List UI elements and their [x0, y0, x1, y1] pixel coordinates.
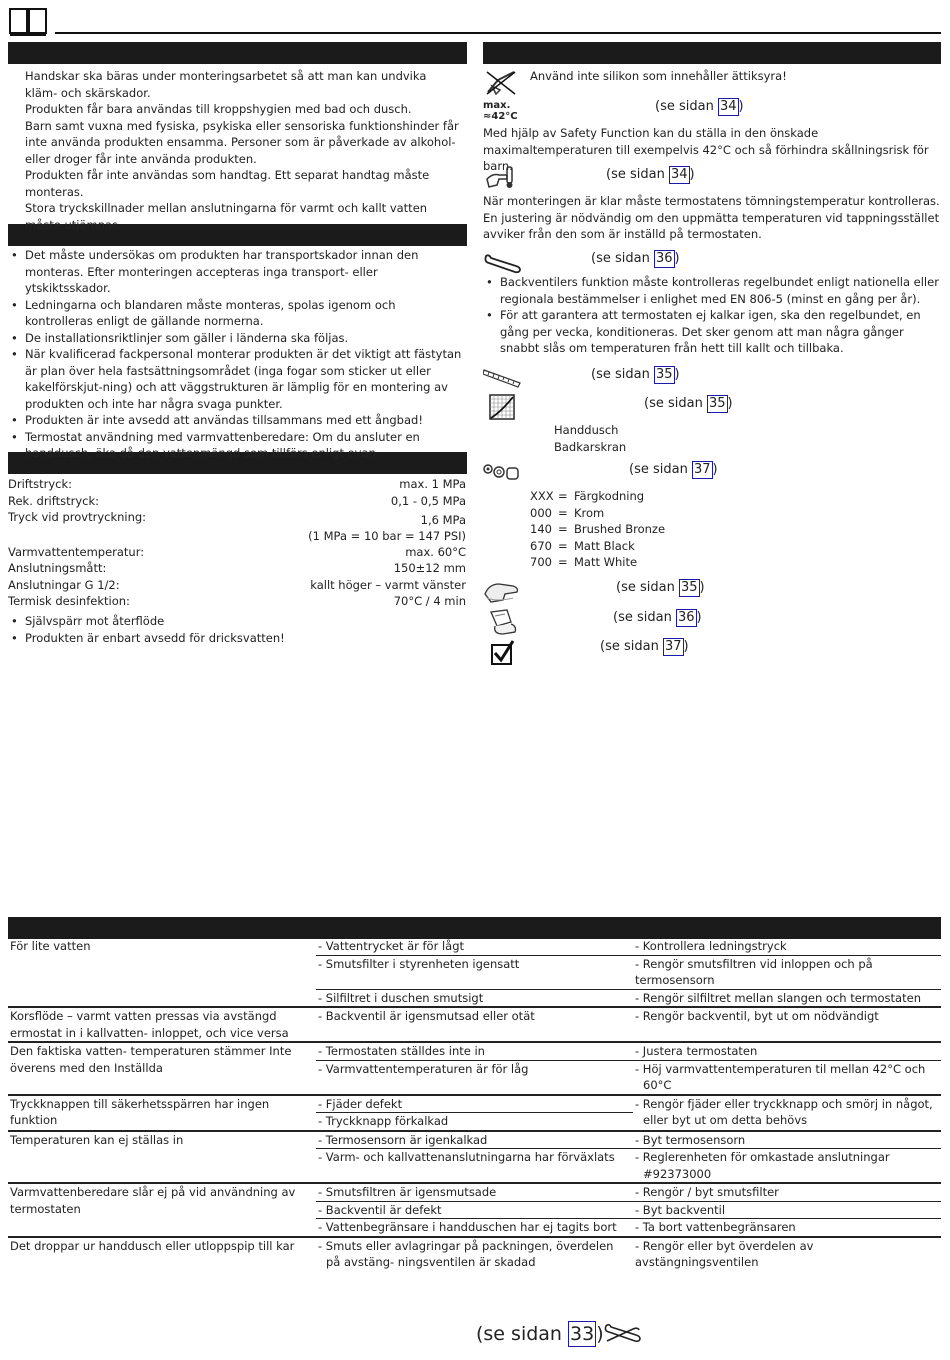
footer-ref-prefix: (se sidan: [476, 1323, 569, 1345]
page-ref-6[interactable]: [629, 461, 718, 479]
page-ref-5[interactable]: [644, 395, 733, 413]
problem-cell: För lite vatten: [10, 939, 91, 953]
safety-line: Stora tryckskillnader mellan anslutningarna för varmt och kallt vatten måste utjämnas.: [25, 201, 428, 232]
fix-cell: - Justera termostaten: [633, 1042, 941, 1060]
ref-prefix: (se sidan: [644, 396, 707, 411]
wrench-icon: [483, 253, 523, 275]
ref-suffix: ): [738, 99, 744, 114]
ref-prefix: (se sidan: [616, 580, 679, 595]
color-code: 140: [530, 522, 552, 536]
color-code-row: 000 = Krom: [530, 505, 605, 520]
page-ref-1[interactable]: [655, 98, 744, 116]
tools-icon: [603, 1321, 643, 1347]
fix-cell: - Rengör fjäder eller tryckknapp och smörj in något, eller byt ut om detta behövs: [633, 1095, 941, 1131]
cause-cell: - Smuts eller avlagringar på packningen, överdelen på avstäng- ningsventilen är skadad: [316, 1237, 633, 1271]
spec-value: kallt höger – varmt vänster: [310, 577, 466, 592]
install-list: [8, 247, 463, 462]
cause-cell: - Smutsfiltren är igensmutsade: [316, 1183, 633, 1201]
cleaning-hand-icon: [483, 578, 523, 604]
footer-ref-suffix: ): [596, 1323, 604, 1345]
table-row: [8, 1237, 941, 1271]
ref-suffix: ): [727, 396, 733, 411]
spare-parts-icon: [483, 461, 521, 483]
color-name: Matt White: [574, 555, 638, 569]
ref-prefix: (se sidan: [613, 610, 676, 625]
spec-label: Rek. driftstryck:: [8, 493, 99, 508]
fix-cell: - Byt backventil: [633, 1201, 941, 1219]
cause-cell: - Vattenbegränsare i handduschen har ej tagits bort: [316, 1219, 633, 1237]
fix-cell: - Rengör backventil, byt ut om nödvändigt: [633, 1007, 941, 1042]
table-row: [8, 1007, 941, 1042]
install-item: • Ledningarna och blandaren måste monteras, spolas igenom och kontrolleras enligt de gällande normerna.: [8, 297, 463, 330]
problem-cell: Temperaturen kan ej ställas in: [8, 1131, 316, 1184]
page-ref-3[interactable]: [591, 250, 680, 268]
page-ref-7[interactable]: [616, 579, 705, 597]
install-item: • Det måste undersökas om produkten har transportskador innan den monteras. Efter monteringen accepteras inga transport- eller ytskiktsskador.: [8, 247, 463, 297]
ref-number[interactable]: 36: [677, 610, 695, 625]
page-ref-8[interactable]: [613, 609, 702, 627]
max-temp-value: ≈42°C: [483, 111, 518, 122]
safety-line: Produkten får bara användas till kroppshygien med bad och dusch.: [25, 102, 412, 116]
maintenance-list: [483, 274, 939, 357]
color-codes: [530, 488, 665, 571]
calibration-text: När monteringen är klar måste termostatens tömningstemperatur kontrolleras. En justering är nödvändig om den uppmätta temperaturen vid tappningsstället avviker från den som är inställd på termostaten.: [483, 194, 940, 241]
install-item: • Termostat användning med varmvattenberedare: Om du ansluter en handdusch, öka då den vattenmängd som tillförs enligt ovan.: [8, 429, 463, 462]
ref-prefix: (se sidan: [591, 251, 654, 266]
color-name: Färgkodning: [574, 489, 645, 503]
fix-cell: - Rengör / byt smutsfilter: [633, 1183, 941, 1201]
ref-suffix: ): [699, 580, 705, 595]
ref-number[interactable]: 37: [693, 462, 711, 477]
spec-value: 70°C / 4 min: [393, 594, 466, 608]
checkbox-icon: [491, 640, 515, 666]
cause-cell: - Vattentrycket är för lågt: [318, 939, 465, 953]
ref-number[interactable]: 35: [708, 396, 726, 411]
ruler-icon: [483, 366, 521, 388]
color-code-row: 140 = Brushed Bronze: [530, 522, 666, 536]
ref-suffix: ): [712, 462, 718, 477]
safety-line: Barn samt vuxna med fysiska, psykiska eller sensoriska funktionshinder får inte använda produkten ensamma. Personer som är påverkade av alkohol- eller droger får inte använda produkten.: [25, 118, 459, 166]
spec-bullets: [8, 613, 463, 646]
ref-number[interactable]: 36: [655, 251, 673, 266]
header-rule: [55, 32, 941, 34]
color-name: Krom: [574, 505, 605, 520]
spec-value: 150±12 mm: [393, 561, 466, 575]
maintenance-item: • För att garantera att termostaten ej kalkar igen, ska den regelbundet, en gång per vecka, konditioneras. Det sker genom att man några gånger snabbt slås om temperaturen från hett till kallt och tillbaka.: [483, 307, 939, 357]
install-item: • Produkten är inte avsedd att användas tillsammans med ett ångbad!: [8, 412, 463, 429]
max-label: max.: [483, 100, 511, 111]
problem-cell: Varmvattenberedare slår ej på vid användning av termostaten: [8, 1183, 316, 1237]
color-code-row: 670 = Matt Black: [530, 538, 635, 553]
table-row: [8, 1042, 941, 1060]
install-item: • De installationsriktlinjer som gäller i länderna ska följas.: [8, 330, 463, 347]
spec-value: (1 MPa = 10 bar = 147 PSI): [308, 528, 466, 543]
spec-label: Varmvattentemperatur:: [8, 544, 145, 559]
flow-outlets: [554, 422, 626, 455]
fix-cell: - Rengör smutsfiltren vid inloppen och på termosensorn: [633, 955, 941, 989]
ref-suffix: ): [674, 367, 680, 382]
spec-value: max. 1 MPa: [399, 477, 466, 491]
color-code-row: 700 = Matt White: [530, 555, 638, 569]
table-row: [8, 938, 941, 955]
install-item: • När kvalificerad fackpersonal monterar produkten är det viktigt att fästytan är plan över hela fastsättningsområdet (inga fogar som sticker ut eller kakelförskjut-ning) och att väggstrukturen är lämplig för en montering av produkten och inte har några svaga punkter.: [8, 346, 463, 412]
ref-suffix: ): [689, 167, 695, 182]
ref-suffix: ): [683, 639, 689, 654]
ref-number[interactable]: 34: [719, 99, 737, 114]
color-code: 670: [530, 538, 552, 553]
fix-cell: - Ta bort vattenbegränsaren: [633, 1219, 941, 1237]
cause-cell: - Termostaten ställdes inte in: [316, 1042, 633, 1060]
spec-label: Termisk desinfektion:: [8, 594, 130, 608]
color-code: 700: [530, 555, 552, 569]
problem-cell: Den faktiska vatten- temperaturen stämmer Inte överens med den Inställda: [8, 1042, 316, 1095]
color-name: Brushed Bronze: [574, 522, 666, 536]
fix-cell: - Höj varmvattentemperaturen til mellan 42°C och 60°C: [633, 1060, 941, 1095]
cause-cell: - Backventil är defekt: [316, 1201, 633, 1219]
ref-number[interactable]: 35: [680, 580, 698, 595]
flow-diagram-icon: [489, 394, 515, 420]
ref-prefix: (se sidan: [655, 99, 718, 114]
thermometer-hand-icon: [485, 165, 517, 191]
safety-line: Produkten får inte användas som handtag. Ett separat handtag måste monteras.: [25, 168, 430, 199]
flow-item: Handdusch: [554, 423, 619, 437]
care-hand-icon: [485, 608, 519, 636]
page-ref-9[interactable]: [600, 638, 689, 656]
cause-cell: - Backventil är igensmutsad eller otät: [316, 1007, 633, 1042]
table-row: [8, 1131, 941, 1149]
problem-cell: Korsflöde – varmt vatten pressas via avstängd ermostat in i kallvatten- inloppet, och vice versa: [8, 1007, 316, 1042]
spec-value: 1,6 MPa: [420, 513, 466, 527]
color-code-row: XXX = Färgkodning: [530, 489, 645, 503]
cause-cell: - Fjäder defekt: [316, 1095, 633, 1113]
color-code: XXX: [530, 489, 554, 503]
section-bar-safety: [8, 42, 467, 64]
color-code: 000: [530, 505, 552, 520]
ref-number[interactable]: 34: [670, 167, 688, 182]
fix-cell: - Rengör eller byt överdelen av avstängningsventilen: [633, 1237, 941, 1271]
cause-cell: - Varmvattentemperaturen är för låg: [316, 1060, 633, 1095]
ref-suffix: ): [696, 610, 702, 625]
page-ref-4[interactable]: [591, 366, 680, 384]
safety-notes: [25, 68, 462, 233]
problem-cell: Tryckknappen till säkerhetsspärren har ingen funktion: [8, 1095, 316, 1131]
color-name: Matt Black: [574, 538, 635, 553]
fix-cell: - Rengör silfiltret mellan slangen och termostaten: [633, 989, 941, 1007]
spec-bullet: • Självspärr mot återflöde: [8, 613, 463, 630]
spec-label: Tryck vid provtryckning:: [8, 510, 147, 524]
cause-cell: - Varm- och kallvattenanslutningarna har förväxlats: [316, 1149, 633, 1184]
cause-cell: - Silfiltret i duschen smutsigt: [316, 989, 633, 1007]
fix-cell: - Reglerenheten för omkastade anslutningar #92373000: [633, 1149, 941, 1184]
spec-value: 0,1 - 0,5 MPa: [390, 493, 466, 508]
manual-book-icon: [9, 8, 47, 36]
cause-cell: - Smutsfilter i styrenheten igensatt: [316, 955, 633, 989]
table-row: [8, 1095, 941, 1113]
spec-value: max. 60°C: [405, 544, 466, 559]
footer-ref-number[interactable]: 33: [570, 1323, 595, 1345]
fix-cell: - Kontrollera ledningstryck: [635, 939, 787, 953]
safety-function-text: Med hjälp av Safety Function kan du ställa in den önskade maximaltemperaturen till exempelvis 42°C och så förhindra skållningsrisk för barn.: [483, 126, 929, 173]
spec-bullet: • Produkten är enbart avsedd för dricksvatten!: [8, 630, 463, 647]
troubleshooting-table: [8, 938, 941, 1271]
spec-label: Driftstryck:: [8, 477, 73, 491]
fix-cell: - Byt termosensorn: [633, 1131, 941, 1149]
maintenance-item: • Backventilers funktion måste kontrolleras regelbundet enligt nationella eller regionala bestämmelser i enlighet med EN 806-5 (minst en gång per år).: [483, 274, 939, 307]
section-bar-right: [483, 42, 941, 64]
silicone-gun-icon: [484, 68, 518, 96]
ref-suffix: ): [674, 251, 680, 266]
footer-page-ref[interactable]: [476, 1321, 604, 1347]
ref-number[interactable]: 37: [664, 639, 682, 654]
silicone-warning: Använd inte silikon som innehåller ättiksyra!: [530, 69, 787, 83]
ref-prefix: (se sidan: [606, 167, 669, 182]
ref-prefix: (se sidan: [591, 367, 654, 382]
spec-table: [8, 476, 466, 610]
page-ref-2[interactable]: [606, 166, 695, 184]
cause-cell: - Termosensorn är igenkalkad: [316, 1131, 633, 1149]
cause-cell: - Tryckknapp förkalkad: [316, 1113, 633, 1131]
ref-prefix: (se sidan: [629, 462, 692, 477]
flow-item: Badkarskran: [554, 439, 627, 454]
ref-prefix: (se sidan: [600, 639, 663, 654]
section-bar-trouble: [8, 917, 941, 939]
problem-cell: Det droppar ur handdusch eller utloppspip till kar: [8, 1237, 316, 1271]
spec-label: Anslutningsmått:: [8, 561, 107, 575]
spec-label: Anslutningar G 1/2:: [8, 577, 120, 592]
ref-number[interactable]: 35: [655, 367, 673, 382]
table-row: [8, 1183, 941, 1201]
max-temp-label: [483, 100, 518, 122]
safety-line: Handskar ska bäras under monteringsarbetet så att man kan undvika kläm- och skärskador.: [25, 69, 427, 100]
